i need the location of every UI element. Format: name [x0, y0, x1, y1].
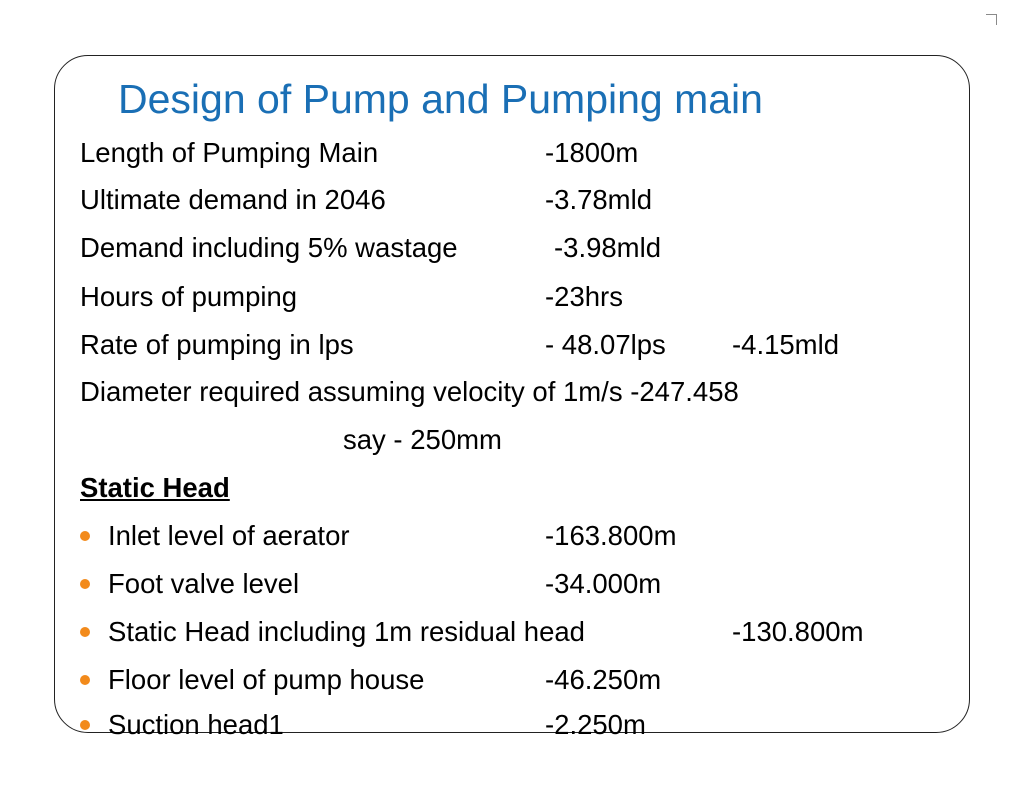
- bullet-dot-icon: [80, 531, 90, 541]
- row-label: Ultimate demand in 2046: [80, 184, 386, 215]
- row-value: - 48.07lps: [545, 329, 666, 360]
- bullet-label: Inlet level of aerator: [108, 520, 350, 551]
- row-extra-value: -4.15mld: [732, 329, 839, 360]
- bullet-value: -130.800m: [732, 616, 864, 647]
- row-value: -3.98mld: [554, 232, 661, 263]
- bullet-value: -2.250m: [545, 709, 646, 740]
- bullet-dot-icon: [80, 720, 90, 730]
- row-label: say - 250mm: [343, 424, 502, 455]
- bullet-label: Static Head including 1m residual head: [108, 616, 585, 647]
- bullet-label: Suction head1: [108, 709, 284, 740]
- bullet-label: Floor level of pump house: [108, 664, 425, 695]
- bullet-value: -46.250m: [545, 664, 662, 695]
- row-label: Length of Pumping Main: [80, 137, 379, 168]
- row-label: Hours of pumping: [80, 281, 298, 312]
- section-heading: Static Head: [80, 472, 230, 503]
- corner-mark-icon: [986, 14, 997, 25]
- bullet-dot-icon: [80, 675, 90, 685]
- row-label: Diameter required assuming velocity of 1m/s -247.458: [80, 376, 739, 407]
- row-value: -23hrs: [545, 281, 623, 312]
- bullet-value: -163.800m: [545, 520, 677, 551]
- bullet-label: Foot valve level: [108, 568, 300, 599]
- row-label: Demand including 5% wastage: [80, 232, 458, 263]
- row-value: -3.78mld: [545, 184, 652, 215]
- slide-title: Design of Pump and Pumping main: [118, 76, 763, 122]
- row-value: -1800m: [545, 137, 639, 168]
- bullet-dot-icon: [80, 627, 90, 637]
- row-label: Rate of pumping in lps: [80, 329, 354, 360]
- bullet-dot-icon: [80, 579, 90, 589]
- bullet-value: -34.000m: [545, 568, 662, 599]
